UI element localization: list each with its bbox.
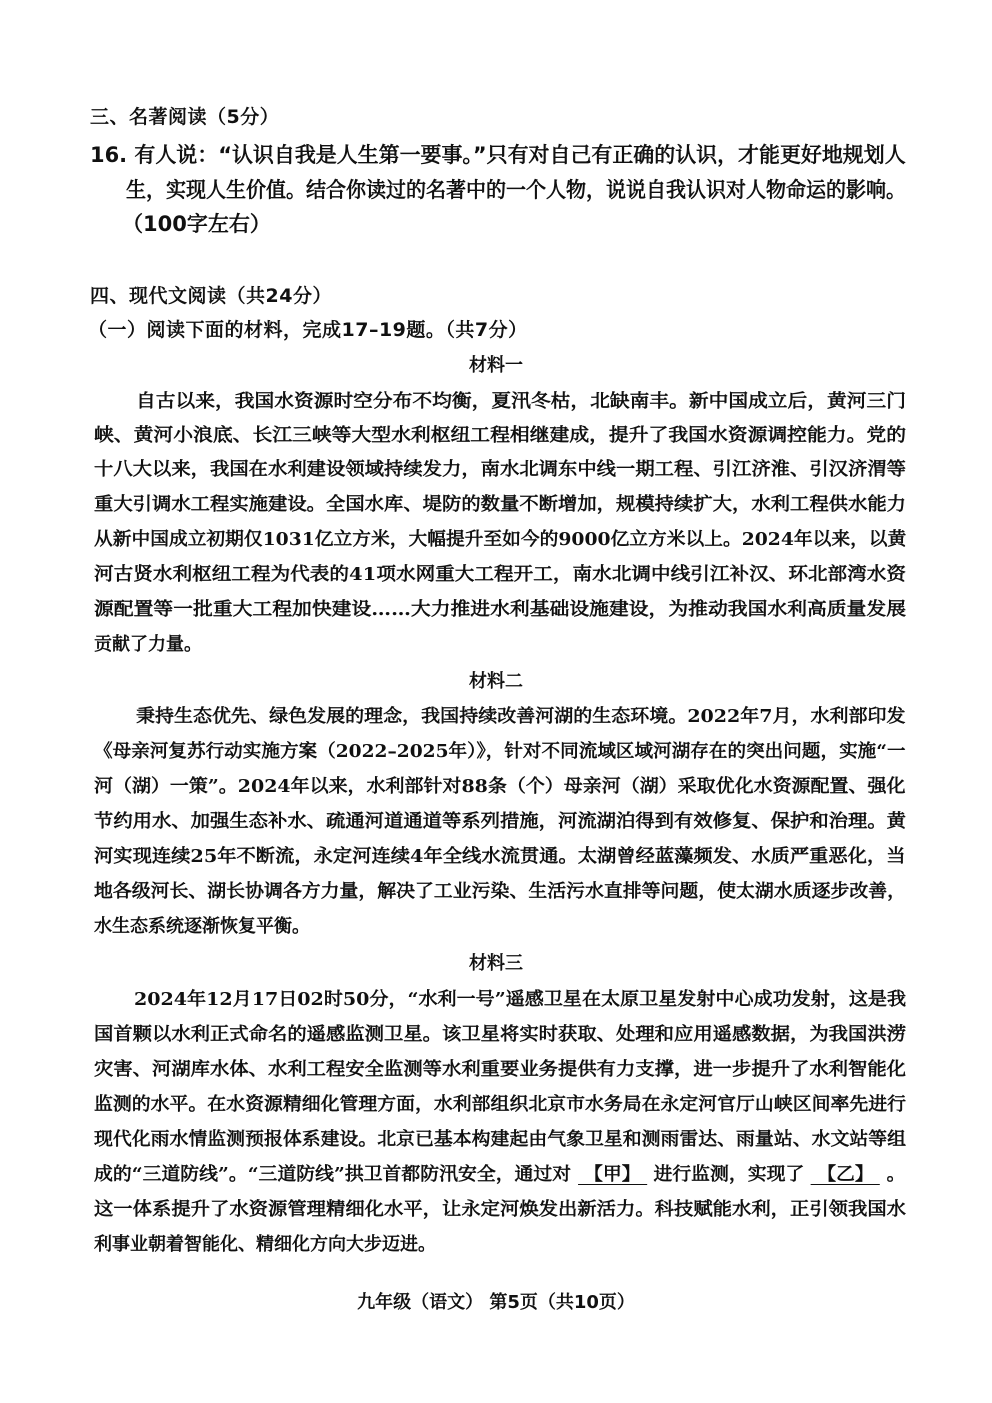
material-3-line: 灾害、河湖库水体、水利工程安全监测等水利重要业务提供有力支撑，进一步提升了水利智能化 <box>94 1059 907 1080</box>
question-16-line-3: （100字左右） <box>122 212 271 236</box>
material-3-line: 国首颗以水利正式命名的遥感监测卫星。该卫星将实时获取、处理和应用遥感数据，为我国洪涝 <box>94 1024 907 1045</box>
material-2-line: 地各级河长、湖长协调各方力量，解决了工业污染、生活污水直排等问题，使太湖水质逐步改善， <box>94 881 907 902</box>
blank-yi[interactable]: 【乙】 <box>811 1166 880 1185</box>
material-2-line: 河（湖）一策”。2024年以来，水利部针对88条（个）母亲河（湖）采取优化水资源配置、强化 <box>94 776 906 797</box>
material-3-line: 现代化雨水情监测预报体系建设。北京已基本构建起由气象卫星和测雨雷达、雨量站、水文站等组 <box>94 1129 907 1150</box>
material-3-line-6-part-c: 。 <box>886 1164 906 1185</box>
question-16-line-2: 生，实现人生价值。结合你读过的名著中的一个人物，说说自我认识对人物命运的影响。 <box>126 178 907 202</box>
material-3-line: 利事业朝着智能化、精细化方向大步迈进。 <box>94 1234 436 1255</box>
material-2-line: 水生态系统逐渐恢复平衡。 <box>94 916 310 937</box>
material-1-line: 峡、黄河小浪底、长江三峡等大型水利枢纽工程相继建成，提升了我国水资源调控能力。党的 <box>94 425 907 446</box>
material-3-line: 这一体系提升了水资源管理精细化水平，让永定河焕发出新活力。科技赋能水利，正引领我国水 <box>94 1199 907 1220</box>
part-1-heading: （一）阅读下面的材料，完成17–19题。（共7分） <box>88 319 528 341</box>
material-2-title: 材料二 <box>469 671 523 692</box>
material-3-line: 监测的水平。在水资源精细化管理方面，水利部组织北京市水务局在永定河官厅山峡区间率先进行 <box>94 1094 907 1115</box>
section-4-heading: 四、现代文阅读（共24分） <box>90 285 332 307</box>
material-1-line: 十八大以来，我国在水利建设领域持续发力，南水北调东中线一期工程、引江济淮、引汉济渭等 <box>94 459 907 480</box>
material-1-line: 贡献了力量。 <box>94 634 202 655</box>
material-1-line: 重大引调水工程实施建设。全国水库、堤防的数量不断增加，规模持续扩大，水利工程供水能力 <box>94 494 907 515</box>
material-3-title: 材料三 <box>469 953 523 974</box>
blank-jia[interactable]: 【甲】 <box>578 1166 647 1185</box>
question-16-line-1: 16. 有人说：“认识自我是人生第一要事。”只有对自己有正确的认识，才能更好地规划人 <box>90 143 906 167</box>
section-3-heading: 三、名著阅读（5分） <box>90 106 280 128</box>
material-1-title: 材料一 <box>469 355 523 376</box>
material-1-line: 源配置等一批重大工程加快建设……大力推进水利基础设施建设，为推动我国水利高质量发展 <box>94 599 907 620</box>
page-footer: 九年级（语文） 第5页（共10页） <box>357 1292 635 1313</box>
material-1-line: 自古以来，我国水资源时空分布不均衡，夏汛冬枯，北缺南丰。新中国成立后，黄河三门 <box>136 391 907 412</box>
material-3-line-with-blanks <box>94 1166 905 1185</box>
material-2-line: 节约用水、加强生态补水、疏通河道通道等系列措施，河流湖泊得到有效修复、保护和治理。黄 <box>94 811 907 832</box>
material-3-line: 2024年12月17日02时50分，“水利一号”遥感卫星在太原卫星发射中心成功发射，这是我 <box>134 989 907 1010</box>
material-3-line-6-part-b: 进行监测，实现了 <box>653 1164 805 1185</box>
material-3-line-6-part-a: 成的“三道防线”。“三道防线”拱卫首都防汛安全，通过对 <box>94 1164 572 1185</box>
material-2-line: 秉持生态优先、绿色发展的理念，我国持续改善河湖的生态环境。2022年7月，水利部印发 <box>136 706 906 727</box>
material-2-line: 河实现连续25年不断流，永定河连续4年全线水流贯通。太湖曾经蓝藻频发、水质严重恶化，当 <box>94 846 906 867</box>
material-1-line: 从新中国成立初期仅1031亿立方米，大幅提升至如今的9000亿立方米以上。2024年以来，以黄 <box>94 529 907 550</box>
material-1-line: 河古贤水利枢纽工程为代表的41项水网重大工程开工，南水北调中线引江补汉、环北部湾水资 <box>94 564 907 585</box>
material-2-line: 《母亲河复苏行动实施方案（2022–2025年）》，针对不同流域区域河湖存在的突出问题，实施“一 <box>94 741 906 762</box>
